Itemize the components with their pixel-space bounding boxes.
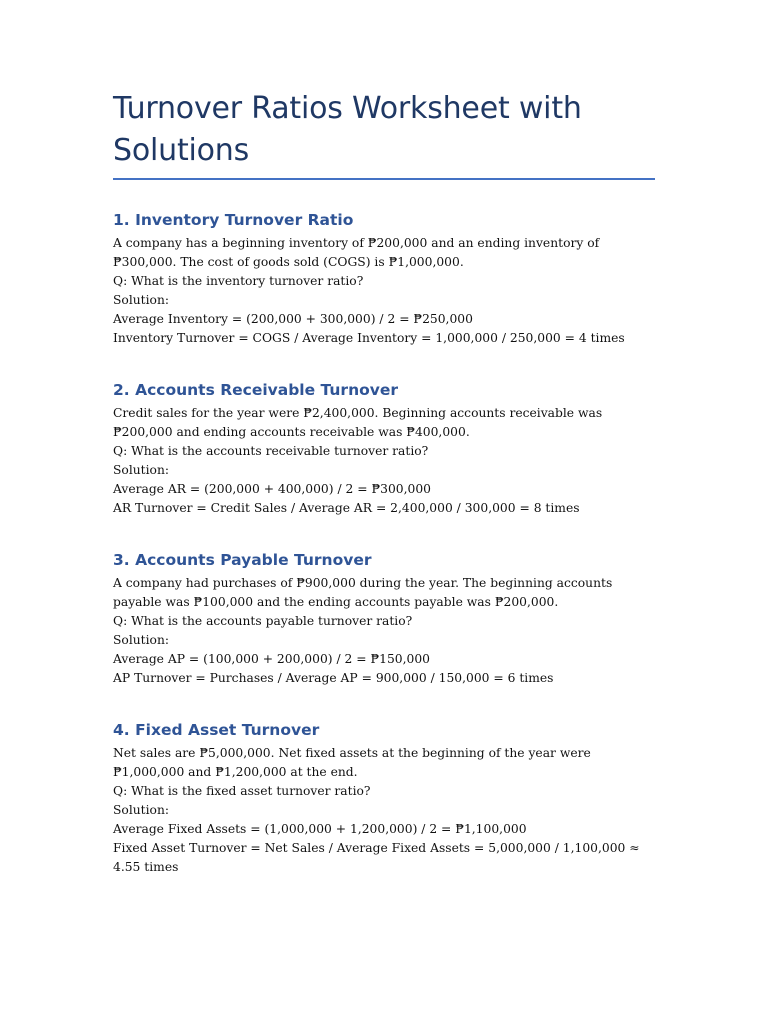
solution-step: Average Inventory = (200,000 + 300,000) / 2 = ₱250,000 [113, 312, 473, 326]
solution-step: Average Fixed Assets = (1,000,000 + 1,200,000) / 2 = ₱1,100,000 [113, 822, 527, 836]
solution-step: Average AR = (200,000 + 400,000) / 2 = ₱300,000 [113, 482, 431, 496]
problem-text: A company has a beginning inventory of ₱200,000 and an ending inventory of ₱300,000. The cost of goods sold (COGS) is ₱1,000,000. [113, 236, 600, 269]
problem-text: Credit sales for the year were ₱2,400,000. Beginning accounts receivable was ₱200,000 and ending accounts receivable was ₱400,000. [113, 406, 603, 439]
section-heading: 4. Fixed Asset Turnover [113, 721, 320, 739]
solution-step: AP Turnover = Purchases / Average AP = 900,000 / 150,000 = 6 times [113, 671, 554, 685]
solution-step: Average AP = (100,000 + 200,000) / 2 = ₱150,000 [113, 652, 431, 666]
title-underline [113, 178, 655, 180]
solution-step: AR Turnover = Credit Sales / Average AR = 2,400,000 / 300,000 = 8 times [113, 501, 580, 515]
solution-step: Fixed Asset Turnover = Net Sales / Average Fixed Assets = 5,000,000 / 1,100,000 ≈ 4.55 times [113, 841, 640, 874]
question-text: Q: What is the inventory turnover ratio? [113, 274, 364, 288]
section-body [113, 574, 658, 688]
section-heading: 3. Accounts Payable Turnover [113, 551, 372, 569]
section-accounts-receivable-turnover [113, 380, 658, 518]
problem-text: Net sales are ₱5,000,000. Net fixed assets at the beginning of the year were ₱1,000,000 and ₱1,200,000 at the end. [113, 746, 591, 779]
question-text: Q: What is the accounts receivable turnover ratio? [113, 444, 429, 458]
section-body [113, 234, 658, 348]
section-fixed-asset-turnover [113, 720, 658, 877]
section-inventory-turnover [113, 210, 658, 348]
document-title: Turnover Ratios Worksheet with Solutions [113, 91, 582, 168]
solution-step: Inventory Turnover = COGS / Average Inventory = 1,000,000 / 250,000 = 4 times [113, 331, 625, 345]
section-heading: 2. Accounts Receivable Turnover [113, 381, 399, 399]
section-heading: 1. Inventory Turnover Ratio [113, 211, 354, 229]
section-accounts-payable-turnover [113, 550, 658, 688]
question-text: Q: What is the fixed asset turnover ratio? [113, 784, 371, 798]
section-body [113, 744, 658, 877]
section-body [113, 404, 658, 518]
solution-label: Solution: [113, 293, 170, 307]
question-text: Q: What is the accounts payable turnover ratio? [113, 614, 413, 628]
solution-label: Solution: [113, 803, 170, 817]
solution-label: Solution: [113, 633, 170, 647]
solution-label: Solution: [113, 463, 170, 477]
problem-text: A company had purchases of ₱900,000 during the year. The beginning accounts payable was ₱100,000 and the ending accounts payable was ₱200,000. [113, 576, 613, 609]
document-page [113, 88, 658, 877]
